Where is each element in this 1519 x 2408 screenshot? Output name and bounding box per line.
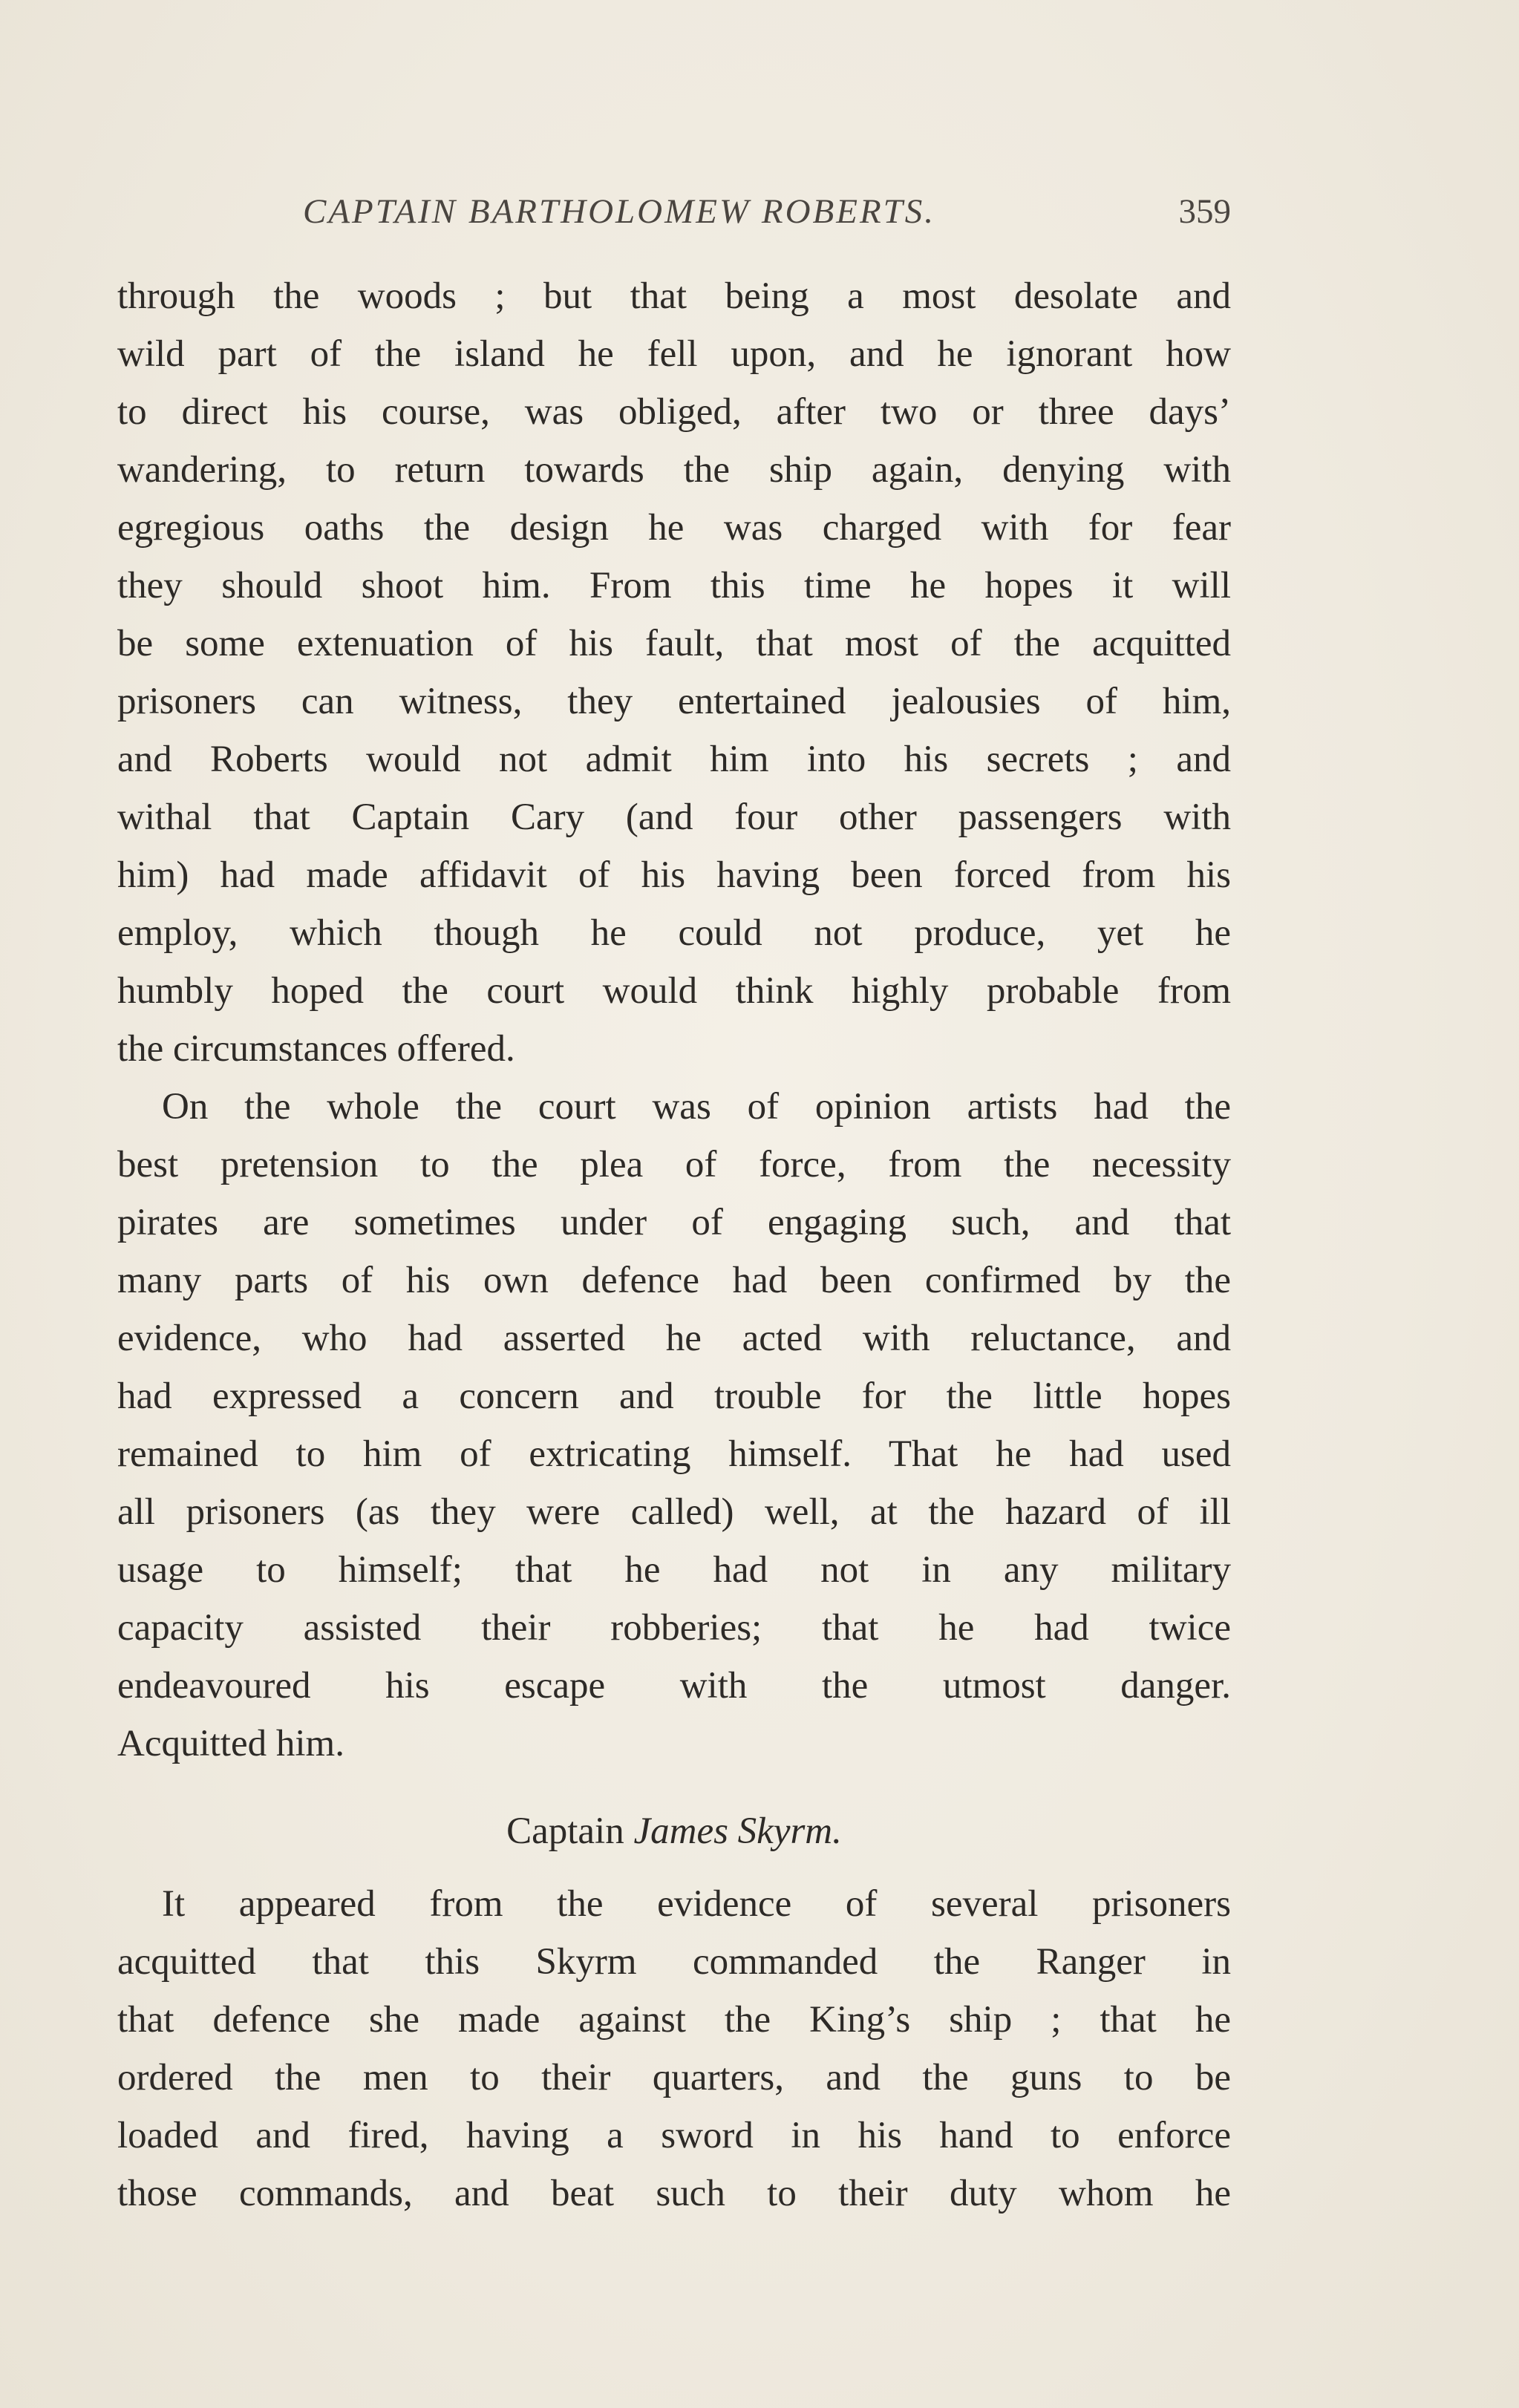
text-line: capacity assisted their robberies; that he had twice: [117, 1607, 1231, 1649]
text-line: loaded and fired, having a sword in his hand to enforce: [117, 2115, 1231, 2156]
text-line: acquitted that this Skyrm commanded the Ranger in: [117, 1941, 1231, 1983]
text-line: employ, which though he could not produce, yet he: [117, 912, 1231, 954]
text-line: ordered the men to their quarters, and the guns to be: [117, 2057, 1231, 2098]
text-line: remained to him of extricating himself. That he had used: [117, 1433, 1231, 1475]
text-line: all prisoners (as they were called) well, at the hazard of ill: [117, 1491, 1231, 1533]
text-line: through the woods ; but that being a most desolate and: [117, 275, 1231, 317]
text-line: usage to himself; that he had not in any military: [117, 1549, 1231, 1591]
paragraph-1: [117, 267, 1231, 1078]
section-heading: [117, 1802, 1231, 1860]
text-line: prisoners can witness, they entertained jealousies of him,: [117, 681, 1231, 722]
text-line: to direct his course, was obliged, after two or three days’: [117, 391, 1231, 433]
text-line: him) had made affidavit of his having been forced from his: [117, 854, 1231, 896]
text-line: be some extenuation of his fault, that most of the acquitted: [117, 623, 1231, 664]
text-line: evidence, who had asserted he acted with reluctance, and: [117, 1318, 1231, 1359]
text-line: those commands, and beat such to their duty whom he: [117, 2173, 1231, 2214]
text-line: and Roberts would not admit him into his secrets ; and: [117, 739, 1231, 780]
text-line: humbly hoped the court would think highly probable from: [117, 970, 1231, 1012]
text-line: that defence she made against the King’s ship ; that he: [117, 1999, 1231, 2041]
body-text: [117, 267, 1231, 2222]
text-line: had expressed a concern and trouble for the little hopes: [117, 1375, 1231, 1417]
text-line: many parts of his own defence had been confirmed by the: [117, 1260, 1231, 1301]
text-line: On the whole the court was of opinion artists had the: [162, 1086, 1231, 1128]
text-line: withal that Captain Cary (and four other passengers with: [117, 796, 1231, 838]
paragraph-2: [117, 1078, 1231, 1773]
text-line: best pretension to the plea of force, from the necessity: [117, 1144, 1231, 1185]
text-line: endeavoured his escape with the utmost danger.: [117, 1665, 1231, 1707]
text-line: It appeared from the evidence of several prisoners: [162, 1883, 1231, 1925]
section-heading-name: James Skyrm.: [633, 1810, 842, 1852]
section-heading-prefix: Captain: [506, 1810, 634, 1852]
text-line: wild part of the island he fell upon, and he ignorant how: [117, 333, 1231, 375]
text-line: Acquitted him.: [117, 1723, 344, 1764]
text-line: the circumstances offered.: [117, 1028, 515, 1070]
paragraph-3: [117, 1875, 1231, 2222]
page-number: 359: [1178, 192, 1231, 231]
page-header: [117, 192, 1231, 239]
text-line: wandering, to return towards the ship again, denying with: [117, 449, 1231, 491]
running-title: CAPTAIN BARTHOLOMEW ROBERTS.: [303, 192, 936, 231]
text-line: they should shoot him. From this time he hopes it will: [117, 565, 1231, 606]
text-line: egregious oaths the design he was charged with for fear: [117, 507, 1231, 549]
text-line: pirates are sometimes under of engaging such, and that: [117, 1202, 1231, 1243]
